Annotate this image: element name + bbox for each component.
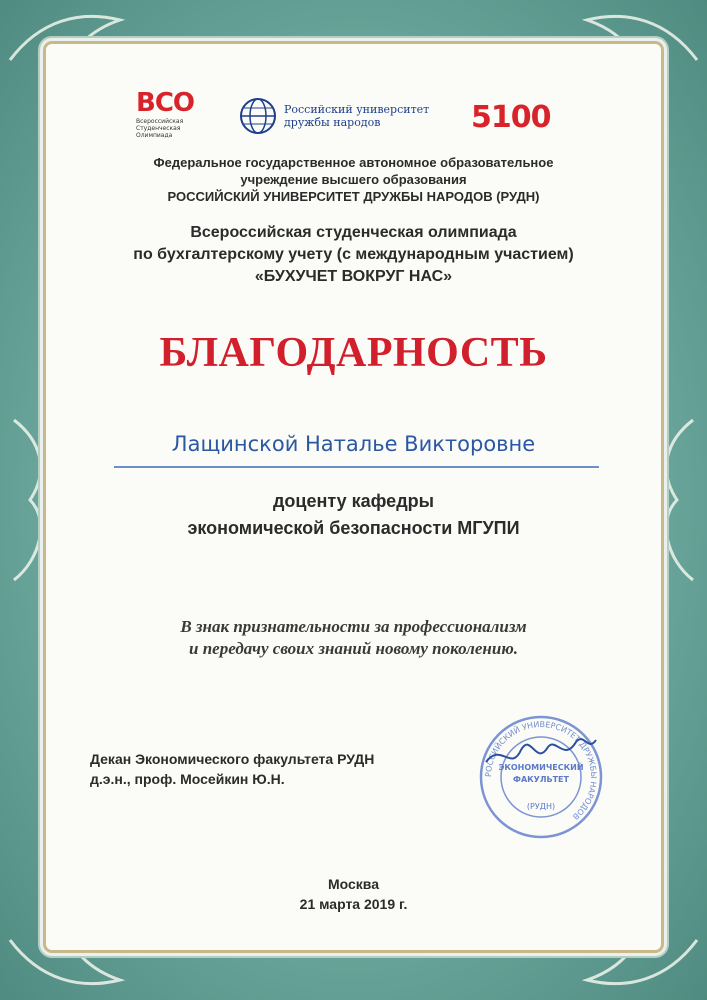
- certificate-title: БЛАГОДАРНОСТЬ: [159, 330, 548, 376]
- recipient-name: Лащинской Наталье Викторовне: [171, 432, 536, 456]
- gratitude-line1: В знак признательности за профессионализм: [180, 617, 527, 636]
- rudn-logo: [238, 96, 429, 136]
- position-line1: доценту кафедры: [273, 491, 434, 511]
- recipient-underline: [114, 466, 599, 468]
- seal-center-line1: ЭКОНОМИЧЕСКИЙ: [498, 763, 584, 772]
- org-line2: учреждение высшего образования: [240, 172, 467, 187]
- organization-block: [66, 154, 641, 205]
- rudn-name-line2: дружбы народов: [284, 116, 381, 129]
- vso-logo: [136, 90, 206, 139]
- gratitude-line2: и передачу своих знаний новому поколению.: [189, 639, 518, 658]
- recipient-position: [46, 488, 661, 542]
- position-line2: экономической безопасности МГУПИ: [187, 518, 520, 538]
- signer-block: [90, 749, 374, 789]
- globe-icon: [238, 96, 278, 136]
- signer-name: д.э.н., проф. Мосейкин Ю.Н.: [90, 771, 285, 787]
- olympiad-line2: по бухгалтерскому учету (с международным участием): [133, 246, 574, 263]
- gratitude-text: [46, 616, 661, 660]
- signer-title: Декан Экономического факультета РУДН: [90, 751, 375, 767]
- place-city: Москва: [327, 876, 380, 892]
- program-5100-logo: 5100: [471, 100, 551, 135]
- olympiad-line3: «БУХУЧЕТ ВОКРУГ НАС»: [254, 268, 453, 285]
- olympiad-line1: Всероссийская студенческая олимпиада: [190, 224, 517, 241]
- rudn-name-line1: Российский университет: [284, 103, 430, 116]
- seal-bottom-text: (РУДН): [526, 802, 556, 811]
- issue-date: 21 марта 2019 г.: [299, 896, 408, 912]
- place-date-block: [46, 874, 661, 914]
- certificate-content: [46, 44, 661, 950]
- logo-row: [46, 90, 661, 140]
- org-line1: Федеральное государственное автономное образовательное: [153, 155, 554, 170]
- vso-logo-subtitle: Всероссийская Студенческая Олимпиада: [136, 118, 184, 139]
- org-line3: РОССИЙСКИЙ УНИВЕРСИТЕТ ДРУЖБЫ НАРОДОВ (РУДН): [167, 189, 540, 204]
- rudn-logo-name: [284, 103, 429, 129]
- seal-center-line2: ФАКУЛЬТЕТ: [513, 775, 569, 784]
- seal-ring-text: РОССИЙСКИЙ УНИВЕРСИТЕТ ДРУЖБЫ НАРОДОВ: [483, 719, 599, 822]
- vso-logo-mark: ВСО: [136, 88, 195, 118]
- olympiad-block: [66, 222, 641, 288]
- faculty-seal: [476, 712, 606, 842]
